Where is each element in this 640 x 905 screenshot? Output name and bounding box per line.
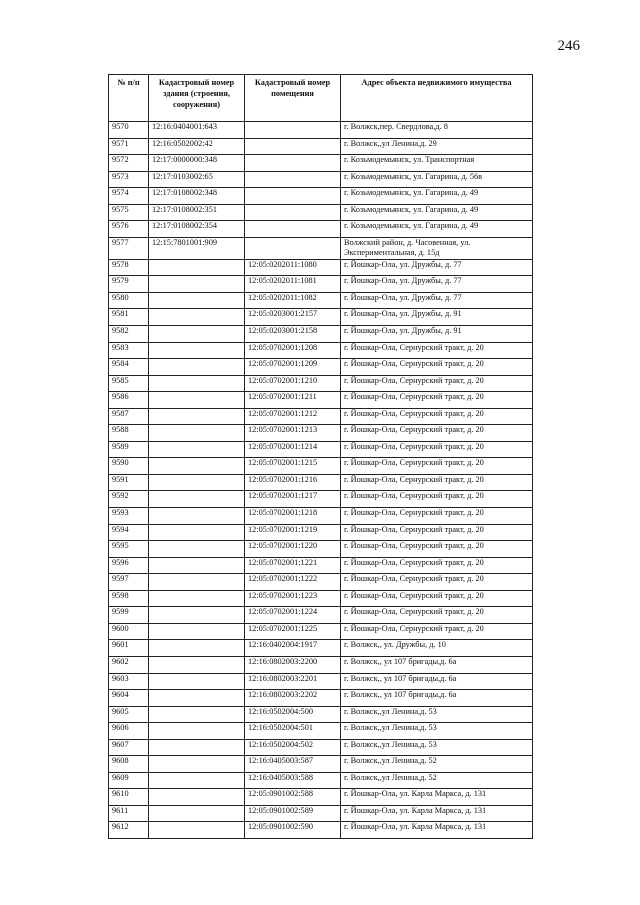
- table-row: [109, 789, 533, 806]
- premises-cadastral-number: 12:05:0202011:1080: [245, 259, 341, 276]
- table-row: [109, 138, 533, 155]
- row-number: 9605: [109, 706, 149, 723]
- table-row: [109, 541, 533, 558]
- row-number: 9580: [109, 292, 149, 309]
- object-address: г. Йошкар-Ола, ул. Дружбы, д. 77: [341, 276, 533, 293]
- premises-cadastral-number: 12:05:0702001:1219: [245, 524, 341, 541]
- object-address: г. Йошкар-Ола, Сернурский тракт, д. 20: [341, 408, 533, 425]
- premises-cadastral-number: [245, 122, 341, 139]
- premises-cadastral-number: 12:16:0802003:2200: [245, 656, 341, 673]
- premises-cadastral-number: [245, 221, 341, 238]
- row-number: 9599: [109, 607, 149, 624]
- table-row: [109, 640, 533, 657]
- row-number: 9579: [109, 276, 149, 293]
- row-number: 9604: [109, 690, 149, 707]
- table-row: [109, 805, 533, 822]
- building-cadastral-number: [149, 557, 245, 574]
- building-cadastral-number: 12:16:0404001:643: [149, 122, 245, 139]
- row-number: 9582: [109, 326, 149, 343]
- row-number: 9581: [109, 309, 149, 326]
- table-row: [109, 607, 533, 624]
- premises-cadastral-number: 12:05:0702001:1222: [245, 574, 341, 591]
- table-row: [109, 122, 533, 139]
- premises-cadastral-number: 12:05:0702001:1215: [245, 458, 341, 475]
- row-number: 9570: [109, 122, 149, 139]
- object-address: г. Йошкар-Ола, Сернурский тракт, д. 20: [341, 557, 533, 574]
- building-cadastral-number: [149, 375, 245, 392]
- row-number: 9572: [109, 155, 149, 172]
- table-row: [109, 574, 533, 591]
- premises-cadastral-number: 12:05:0702001:1214: [245, 441, 341, 458]
- building-cadastral-number: [149, 342, 245, 359]
- premises-cadastral-number: 12:05:0702001:1217: [245, 491, 341, 508]
- row-number: 9576: [109, 221, 149, 238]
- object-address: г. Йошкар-Ола, Сернурский тракт, д. 20: [341, 574, 533, 591]
- building-cadastral-number: [149, 789, 245, 806]
- table-row: [109, 155, 533, 172]
- premises-cadastral-number: 12:05:0202011:1082: [245, 292, 341, 309]
- building-cadastral-number: [149, 474, 245, 491]
- building-cadastral-number: [149, 756, 245, 773]
- table-row: [109, 474, 533, 491]
- table-row: [109, 458, 533, 475]
- premises-cadastral-number: 12:05:0702001:1225: [245, 623, 341, 640]
- object-address: г. Йошкар-Ола, ул. Карла Маркса, д. 131: [341, 822, 533, 839]
- premises-cadastral-number: 12:16:0802003:2201: [245, 673, 341, 690]
- row-number: 9602: [109, 656, 149, 673]
- object-address: г. Йошкар-Ола, Сернурский тракт, д. 20: [341, 474, 533, 491]
- row-number: 9578: [109, 259, 149, 276]
- page-number: 246: [557, 38, 580, 54]
- building-cadastral-number: [149, 623, 245, 640]
- row-number: 9571: [109, 138, 149, 155]
- row-number: 9596: [109, 557, 149, 574]
- building-cadastral-number: [149, 359, 245, 376]
- premises-cadastral-number: 12:05:0901002:588: [245, 789, 341, 806]
- object-address: г. Волжск,,ул Ленина,д. 53: [341, 723, 533, 740]
- premises-cadastral-number: 12:16:0502004:501: [245, 723, 341, 740]
- row-number: 9588: [109, 425, 149, 442]
- building-cadastral-number: [149, 772, 245, 789]
- table-header-row: [109, 75, 533, 122]
- premises-cadastral-number: 12:05:0202011:1081: [245, 276, 341, 293]
- header-building-cadastral: Кадастровый номер здания (строения, сооружения): [149, 75, 245, 122]
- row-number: 9586: [109, 392, 149, 409]
- premises-cadastral-number: 12:16:0402004:1917: [245, 640, 341, 657]
- table-row: [109, 772, 533, 789]
- row-number: 9612: [109, 822, 149, 839]
- table-row: [109, 508, 533, 525]
- building-cadastral-number: [149, 574, 245, 591]
- object-address: г. Йошкар-Ола, Сернурский тракт, д. 20: [341, 441, 533, 458]
- object-address: г. Волжск,, ул 107 бригады,д. 6а: [341, 673, 533, 690]
- header-number: № п/п: [109, 75, 149, 122]
- object-address: г. Йошкар-Ола, Сернурский тракт, д. 20: [341, 590, 533, 607]
- premises-cadastral-number: 12:05:0901002:590: [245, 822, 341, 839]
- premises-cadastral-number: 12:05:0901002:589: [245, 805, 341, 822]
- object-address: г. Волжск,пер. Свердлова,д. 8: [341, 122, 533, 139]
- table-row: [109, 656, 533, 673]
- object-address: г. Йошкар-Ола, ул. Карла Маркса, д. 131: [341, 789, 533, 806]
- premises-cadastral-number: [245, 188, 341, 205]
- premises-cadastral-number: [245, 138, 341, 155]
- premises-cadastral-number: 12:05:0702001:1211: [245, 392, 341, 409]
- table-row: [109, 292, 533, 309]
- row-number: 9603: [109, 673, 149, 690]
- object-address: г. Йошкар-Ола, Сернурский тракт, д. 20: [341, 491, 533, 508]
- row-number: 9592: [109, 491, 149, 508]
- row-number: 9610: [109, 789, 149, 806]
- table-row: [109, 259, 533, 276]
- object-address: г. Волжск,, ул 107 бригады,д. 6а: [341, 690, 533, 707]
- building-cadastral-number: [149, 276, 245, 293]
- row-number: 9583: [109, 342, 149, 359]
- premises-cadastral-number: 12:05:0702001:1218: [245, 508, 341, 525]
- row-number: 9611: [109, 805, 149, 822]
- building-cadastral-number: [149, 508, 245, 525]
- row-number: 9595: [109, 541, 149, 558]
- building-cadastral-number: [149, 607, 245, 624]
- table-row: [109, 673, 533, 690]
- building-cadastral-number: [149, 425, 245, 442]
- row-number: 9591: [109, 474, 149, 491]
- row-number: 9608: [109, 756, 149, 773]
- header-premises-cadastral: Кадастровый номер помещения: [245, 75, 341, 122]
- object-address: г. Козьмодемьянск, ул. Гагарина, д. 49: [341, 188, 533, 205]
- premises-cadastral-number: 12:05:0203001:2158: [245, 326, 341, 343]
- property-table: [108, 74, 533, 839]
- row-number: 9589: [109, 441, 149, 458]
- table-row: [109, 392, 533, 409]
- premises-cadastral-number: [245, 171, 341, 188]
- object-address: г. Волжск,, ул 107 бригады,д. 6а: [341, 656, 533, 673]
- object-address: г. Йошкар-Ола, ул. Карла Маркса, д. 131: [341, 805, 533, 822]
- building-cadastral-number: [149, 739, 245, 756]
- table-row: [109, 204, 533, 221]
- building-cadastral-number: 12:17:0108002:354: [149, 221, 245, 238]
- table-row: [109, 822, 533, 839]
- premises-cadastral-number: 12:16:0502004:500: [245, 706, 341, 723]
- building-cadastral-number: [149, 673, 245, 690]
- table-row: [109, 326, 533, 343]
- building-cadastral-number: [149, 458, 245, 475]
- table-row: [109, 441, 533, 458]
- object-address: г. Волжск,,ул Ленина,д. 29: [341, 138, 533, 155]
- building-cadastral-number: [149, 292, 245, 309]
- table-row: [109, 375, 533, 392]
- object-address: г. Йошкар-Ола, Сернурский тракт, д. 20: [341, 392, 533, 409]
- object-address: г. Волжск,,ул Ленина,д. 52: [341, 772, 533, 789]
- row-number: 9590: [109, 458, 149, 475]
- row-number: 9573: [109, 171, 149, 188]
- building-cadastral-number: [149, 541, 245, 558]
- premises-cadastral-number: 12:05:0702001:1216: [245, 474, 341, 491]
- table-row: [109, 706, 533, 723]
- table-row: [109, 557, 533, 574]
- building-cadastral-number: [149, 805, 245, 822]
- premises-cadastral-number: 12:05:0702001:1220: [245, 541, 341, 558]
- premises-cadastral-number: 12:05:0203001:2157: [245, 309, 341, 326]
- object-address: г. Волжск,,ул Ленина,д. 52: [341, 756, 533, 773]
- building-cadastral-number: 12:17:0108002:351: [149, 204, 245, 221]
- object-address: г. Йошкар-Ола, Сернурский тракт, д. 20: [341, 607, 533, 624]
- row-number: 9601: [109, 640, 149, 657]
- row-number: 9607: [109, 739, 149, 756]
- building-cadastral-number: [149, 309, 245, 326]
- object-address: г. Волжск,,ул Ленина,д. 53: [341, 706, 533, 723]
- building-cadastral-number: 12:17:0108002:348: [149, 188, 245, 205]
- premises-cadastral-number: [245, 204, 341, 221]
- premises-cadastral-number: 12:05:0702001:1210: [245, 375, 341, 392]
- object-address: г. Козьмодемьянск, ул. Гагарина, д. 56в: [341, 171, 533, 188]
- premises-cadastral-number: 12:05:0702001:1221: [245, 557, 341, 574]
- table-row: [109, 623, 533, 640]
- object-address: г. Волжск,, ул. Дружбы, д. 10: [341, 640, 533, 657]
- header-address: Адрес объекта недвижимого имущества: [341, 75, 533, 122]
- table-row: [109, 342, 533, 359]
- premises-cadastral-number: 12:16:0405003:588: [245, 772, 341, 789]
- table-row: [109, 723, 533, 740]
- table-row: [109, 690, 533, 707]
- premises-cadastral-number: 12:05:0702001:1212: [245, 408, 341, 425]
- row-number: 9577: [109, 237, 149, 259]
- building-cadastral-number: [149, 590, 245, 607]
- object-address: г. Козьмодемьянск, ул. Гагарина, д. 49: [341, 221, 533, 238]
- premises-cadastral-number: 12:05:0702001:1209: [245, 359, 341, 376]
- table-row: [109, 359, 533, 376]
- building-cadastral-number: 12:15:7801001:909: [149, 237, 245, 259]
- object-address: г. Йошкар-Ола, Сернурский тракт, д. 20: [341, 359, 533, 376]
- table-row: [109, 309, 533, 326]
- table-row: [109, 221, 533, 238]
- building-cadastral-number: [149, 326, 245, 343]
- row-number: 9598: [109, 590, 149, 607]
- building-cadastral-number: 12:16:0502002:42: [149, 138, 245, 155]
- premises-cadastral-number: 12:16:0405003:587: [245, 756, 341, 773]
- object-address: г. Волжск,,ул Ленина,д. 53: [341, 739, 533, 756]
- object-address: г. Йошкар-Ола, ул. Дружбы, д. 77: [341, 292, 533, 309]
- building-cadastral-number: [149, 259, 245, 276]
- object-address: Волжский район, д. Часовенная, ул. Экспериментальная, д. 15д: [341, 237, 533, 259]
- row-number: 9574: [109, 188, 149, 205]
- building-cadastral-number: [149, 690, 245, 707]
- table-row: [109, 408, 533, 425]
- premises-cadastral-number: [245, 155, 341, 172]
- object-address: г. Йошкар-Ола, ул. Дружбы, д. 91: [341, 309, 533, 326]
- building-cadastral-number: [149, 723, 245, 740]
- row-number: 9609: [109, 772, 149, 789]
- building-cadastral-number: [149, 640, 245, 657]
- table-row: [109, 524, 533, 541]
- row-number: 9594: [109, 524, 149, 541]
- building-cadastral-number: 12:17:0103002:65: [149, 171, 245, 188]
- object-address: г. Йошкар-Ола, Сернурский тракт, д. 20: [341, 508, 533, 525]
- building-cadastral-number: [149, 524, 245, 541]
- table-row: [109, 756, 533, 773]
- row-number: 9606: [109, 723, 149, 740]
- object-address: г. Йошкар-Ола, Сернурский тракт, д. 20: [341, 458, 533, 475]
- building-cadastral-number: [149, 408, 245, 425]
- building-cadastral-number: [149, 441, 245, 458]
- table-row: [109, 188, 533, 205]
- building-cadastral-number: [149, 822, 245, 839]
- row-number: 9600: [109, 623, 149, 640]
- building-cadastral-number: [149, 392, 245, 409]
- object-address: г. Йошкар-Ола, Сернурский тракт, д. 20: [341, 375, 533, 392]
- row-number: 9584: [109, 359, 149, 376]
- row-number: 9585: [109, 375, 149, 392]
- building-cadastral-number: [149, 656, 245, 673]
- premises-cadastral-number: 12:05:0702001:1213: [245, 425, 341, 442]
- table-row: [109, 237, 533, 259]
- building-cadastral-number: [149, 706, 245, 723]
- row-number: 9593: [109, 508, 149, 525]
- premises-cadastral-number: 12:05:0702001:1223: [245, 590, 341, 607]
- object-address: г. Йошкар-Ола, Сернурский тракт, д. 20: [341, 623, 533, 640]
- object-address: г. Йошкар-Ола, Сернурский тракт, д. 20: [341, 342, 533, 359]
- object-address: г. Йошкар-Ола, ул. Дружбы, д. 77: [341, 259, 533, 276]
- building-cadastral-number: 12:17:0000000:348: [149, 155, 245, 172]
- row-number: 9597: [109, 574, 149, 591]
- object-address: г. Йошкар-Ола, Сернурский тракт, д. 20: [341, 425, 533, 442]
- object-address: г. Йошкар-Ола, Сернурский тракт, д. 20: [341, 524, 533, 541]
- row-number: 9575: [109, 204, 149, 221]
- object-address: г. Йошкар-Ола, ул. Дружбы, д. 91: [341, 326, 533, 343]
- premises-cadastral-number: 12:16:0502004:502: [245, 739, 341, 756]
- table-body: [109, 122, 533, 839]
- premises-cadastral-number: 12:05:0702001:1208: [245, 342, 341, 359]
- premises-cadastral-number: 12:16:0802003:2202: [245, 690, 341, 707]
- row-number: 9587: [109, 408, 149, 425]
- premises-cadastral-number: 12:05:0702001:1224: [245, 607, 341, 624]
- premises-cadastral-number: [245, 237, 341, 259]
- table-row: [109, 739, 533, 756]
- object-address: г. Козьмодемьянск, ул. Гагарина, д. 49: [341, 204, 533, 221]
- table-row: [109, 171, 533, 188]
- table-row: [109, 590, 533, 607]
- table-row: [109, 276, 533, 293]
- object-address: г. Йошкар-Ола, Сернурский тракт, д. 20: [341, 541, 533, 558]
- object-address: г. Козьмодемьянск, ул. Транспортная: [341, 155, 533, 172]
- building-cadastral-number: [149, 491, 245, 508]
- table-row: [109, 491, 533, 508]
- table-row: [109, 425, 533, 442]
